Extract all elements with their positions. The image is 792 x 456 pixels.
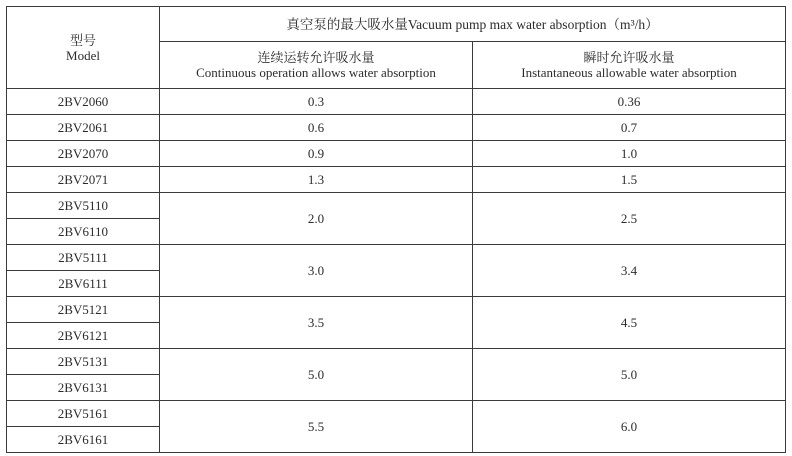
continuous-value-cell: 0.9 [160, 141, 473, 167]
model-column-header [7, 7, 160, 89]
continuous-value-cell: 3.0 [160, 245, 473, 297]
instant-value-cell: 3.4 [473, 245, 786, 297]
model-cell: 2BV5131 [7, 349, 160, 375]
continuous-value-cell: 3.5 [160, 297, 473, 349]
header-row-top [7, 7, 786, 42]
continuous-value-cell: 5.5 [160, 401, 473, 453]
table-row [7, 297, 786, 323]
instant-header-zh: 瞬时允许吸水量 [583, 50, 675, 65]
continuous-value-cell: 0.6 [160, 115, 473, 141]
table-row [7, 167, 786, 193]
instant-header-en: Instantaneous allowable water absorption [521, 65, 737, 80]
continuous-value-cell: 2.0 [160, 193, 473, 245]
model-cell: 2BV2070 [7, 141, 160, 167]
model-cell: 2BV6131 [7, 375, 160, 401]
table-row [7, 401, 786, 427]
table-row [7, 245, 786, 271]
model-cell: 2BV6111 [7, 271, 160, 297]
water-absorption-table [6, 6, 786, 453]
table-row [7, 115, 786, 141]
table-row [7, 141, 786, 167]
max-absorption-header: 真空泵的最大吸水量Vacuum pump max water absorption（m³/h） [160, 7, 786, 42]
instant-value-cell: 0.7 [473, 115, 786, 141]
model-cell: 2BV6110 [7, 219, 160, 245]
model-cell: 2BV5110 [7, 193, 160, 219]
continuous-value-cell: 5.0 [160, 349, 473, 401]
continuous-value-cell: 0.3 [160, 89, 473, 115]
continuous-column-header [160, 42, 473, 89]
continuous-value-cell: 1.3 [160, 167, 473, 193]
table-row [7, 193, 786, 219]
instant-column-header [473, 42, 786, 89]
model-header-en: Model [66, 47, 100, 63]
instant-value-cell: 1.0 [473, 141, 786, 167]
instant-value-cell: 1.5 [473, 167, 786, 193]
model-cell: 2BV6121 [7, 323, 160, 349]
model-cell: 2BV5111 [7, 245, 160, 271]
model-cell: 2BV2061 [7, 115, 160, 141]
instant-value-cell: 0.36 [473, 89, 786, 115]
instant-value-cell: 6.0 [473, 401, 786, 453]
continuous-header-zh: 连续运转允许吸水量 [257, 50, 375, 65]
model-cell: 2BV6161 [7, 427, 160, 453]
table-body [7, 89, 786, 453]
continuous-header-en: Continuous operation allows water absorption [196, 65, 436, 80]
model-cell: 2BV2071 [7, 167, 160, 193]
instant-value-cell: 4.5 [473, 297, 786, 349]
model-header-zh: 型号 [69, 32, 96, 48]
model-cell: 2BV5161 [7, 401, 160, 427]
instant-value-cell: 2.5 [473, 193, 786, 245]
model-cell: 2BV5121 [7, 297, 160, 323]
table-row [7, 349, 786, 375]
instant-value-cell: 5.0 [473, 349, 786, 401]
table-row [7, 89, 786, 115]
model-cell: 2BV2060 [7, 89, 160, 115]
